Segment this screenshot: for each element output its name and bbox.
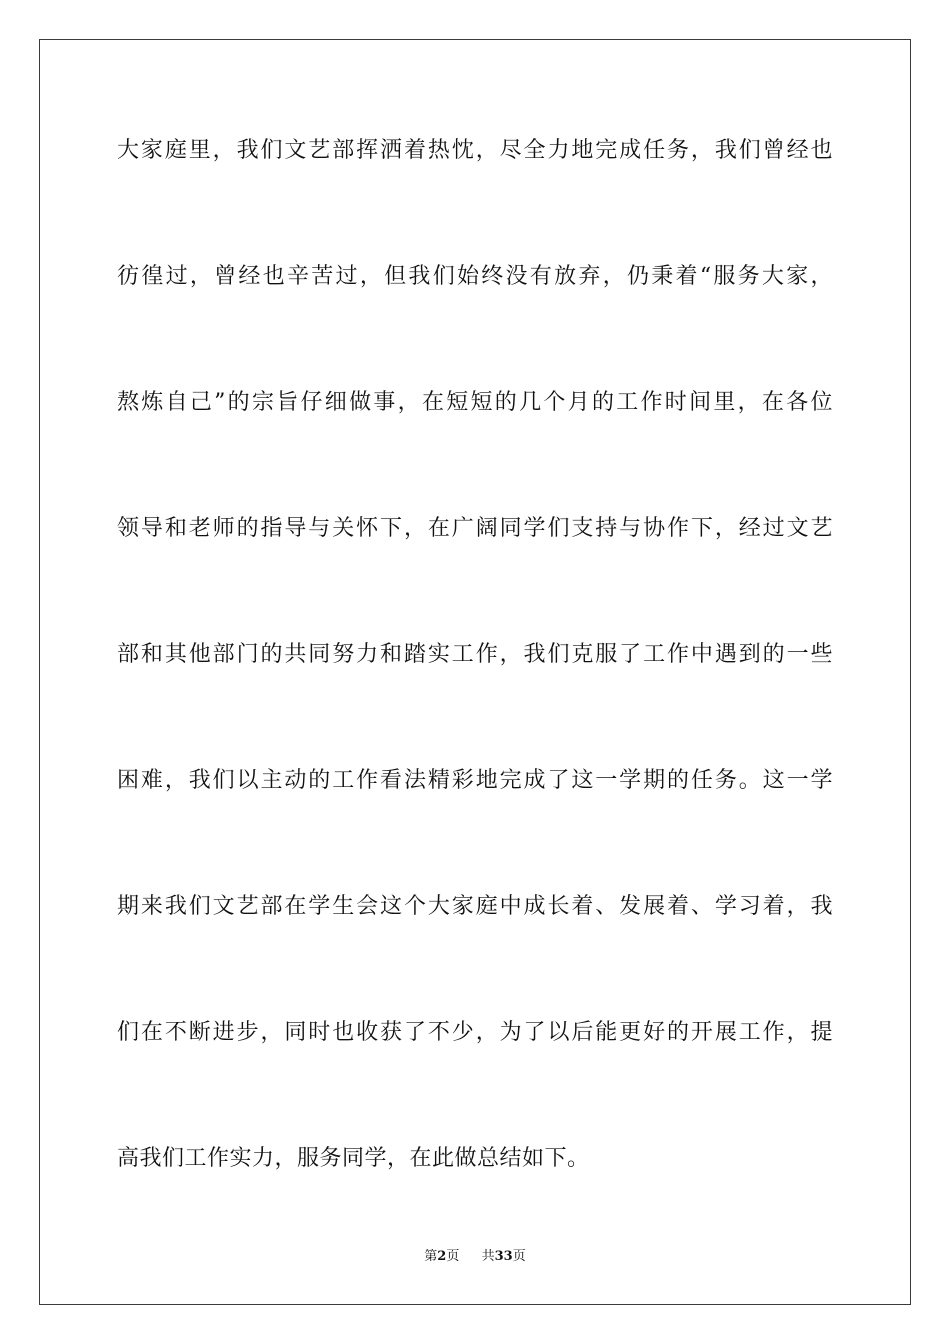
text-line: 彷徨过，曾经也辛苦过，但我们始终没有放弃，仍秉着“服务大家， bbox=[117, 264, 833, 289]
page-suffix: 页 bbox=[446, 1249, 460, 1264]
page-number-label bbox=[424, 1249, 463, 1264]
total-prefix: 共 bbox=[481, 1249, 495, 1264]
total-page-count: 33 bbox=[494, 1249, 513, 1264]
total-pages-label bbox=[482, 1249, 526, 1264]
text-line: 大家庭里，我们文艺部挥洒着热忱，尽全力地完成任务，我们曾经也 bbox=[117, 138, 833, 163]
text-line: 高我们工作实力，服务同学，在此做总结如下。 bbox=[117, 1146, 590, 1171]
total-suffix: 页 bbox=[512, 1249, 526, 1264]
text-line: 部和其他部门的共同努力和踏实工作，我们克服了工作中遇到的一些 bbox=[117, 642, 833, 667]
text-line: 领导和老师的指导与关怀下，在广阔同学们支持与协作下，经过文艺 bbox=[117, 516, 833, 541]
text-line: 们在不断进步，同时也收获了不少，为了以后能更好的开展工作，提 bbox=[117, 1020, 833, 1045]
page-footer bbox=[0, 1247, 950, 1267]
text-line: 困难，我们以主动的工作看法精彩地完成了这一学期的任务。这一学 bbox=[117, 768, 833, 793]
text-line: 期来我们文艺部在学生会这个大家庭中成长着、发展着、学习着，我 bbox=[117, 894, 833, 919]
current-page-number: 2 bbox=[437, 1249, 447, 1264]
document-body bbox=[117, 126, 833, 1260]
text-line: 熬炼自己”的宗旨仔细做事，在短短的几个月的工作时间里，在各位 bbox=[117, 390, 833, 415]
page-prefix: 第 bbox=[424, 1249, 438, 1264]
